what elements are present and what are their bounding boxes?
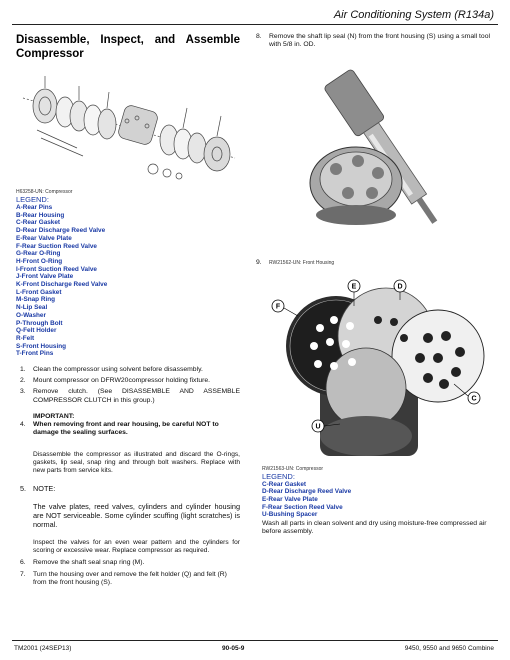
legend-item: C-Rear Gasket: [16, 219, 61, 227]
step-4: [16, 413, 240, 438]
figure-caption: RW21562-UN: Front Housing: [269, 260, 335, 267]
figure-caption: RW21563-UN: Compressor: [262, 465, 324, 472]
step-number: 8.: [256, 33, 262, 40]
front-housing-photo: [292, 57, 472, 255]
step-1: [16, 366, 240, 374]
figure-caption: H63258-UN: Compressor: [16, 189, 73, 195]
footer-rule: [12, 640, 498, 641]
important-text: When removing front and rear housing, be careful NOT to damage the sealing surfaces.: [33, 421, 219, 437]
legend-item: C-Rear Gasket: [262, 480, 307, 488]
legend-item: I-Front Suction Reed Valve: [16, 265, 97, 273]
callout-c: C: [471, 395, 477, 403]
step-text: Remove clutch. (See DISASSEMBLE AND ASSEMBLE COMPRESSOR CLUTCH in this group.): [33, 388, 240, 404]
wash-paragraph: Wash all parts in clean solvent and dry using moisture-free compressed air before assembly.: [262, 520, 487, 536]
step-number: 5.: [20, 484, 27, 494]
legend-item: L-Front Gasket: [16, 288, 62, 296]
legend-list: [16, 204, 240, 358]
legend-item: J-Front Valve Plate: [16, 273, 74, 281]
legend-title: LEGEND:: [262, 471, 295, 481]
legend-item: E-Rear Valve Plate: [262, 496, 318, 504]
note-label: NOTE:: [33, 484, 56, 494]
page-header-title: Air Conditioning System (R134a): [333, 9, 494, 21]
footer-manual-id: TM2001 (24SEP13): [14, 645, 72, 652]
compressor-plates-illustration: [268, 276, 488, 462]
legend-item: H-Front O-Ring: [16, 257, 63, 265]
legend-item: B-Rear Housing: [16, 211, 65, 219]
step-number: 7.: [20, 570, 26, 578]
step-text: Remove the shaft seal snap ring (M).: [33, 558, 145, 566]
legend-title: LEGEND:: [16, 195, 49, 204]
legend-list: [262, 481, 492, 520]
legend-item: M-Snap Ring: [16, 296, 56, 304]
legend-item: A-Rear Pins: [16, 204, 53, 211]
important-label: IMPORTANT:: [33, 412, 75, 420]
legend-item: R-Felt: [16, 334, 35, 342]
legend-item: U-Bushing Spacer: [262, 511, 318, 519]
legend-item: F-Rear Suction Reed Valve: [16, 242, 97, 250]
legend-item: D-Rear Discharge Reed Valve: [262, 488, 352, 496]
step-5: [16, 485, 240, 493]
legend-item: K-Front Discharge Reed Valve: [16, 281, 108, 289]
legend-item: O-Washer: [16, 311, 46, 319]
step-text: Turn the housing over and remove the felt holder (Q) and felt (R) from the front housing (S).: [33, 570, 227, 587]
callout-d: D: [397, 283, 403, 291]
exploded-compressor-illustration: [17, 66, 241, 186]
inspect-paragraph: Inspect the valves for an even wear pattern and the cylinders for scoring or excessive wear. Replace compressor as required.: [33, 538, 240, 554]
right-column: [252, 33, 492, 537]
step-2: [16, 377, 240, 385]
step-3: [16, 388, 240, 404]
note-text: The valve plates, reed valves, cylinders and cylinder housing are NOT serviceable. Some cylinder scuffing (light scratches) is normal.: [33, 501, 240, 529]
step-number: 1.: [20, 366, 26, 374]
step-number: 2.: [20, 377, 26, 385]
legend-item: D-Rear Discharge Reed Valve: [16, 227, 106, 235]
legend-item: T-Front Pins: [16, 350, 54, 358]
step-number: 6.: [20, 558, 26, 566]
step-9: [252, 259, 492, 267]
step-8: [252, 33, 492, 49]
legend-item: G-Rear O-Ring: [16, 250, 61, 258]
step-text: Clean the compressor using solvent before disassembly.: [33, 366, 203, 374]
step-text: Mount compressor on DFRW20compressor holding fixture.: [33, 377, 211, 385]
step-number: 9.: [256, 259, 262, 267]
legend-item: F-Rear Section Reed Valve: [262, 503, 343, 511]
compressor-plates-photo: [268, 276, 488, 462]
step-7: [16, 571, 240, 587]
compressor-exploded-figure: [16, 65, 240, 187]
callout-f: F: [275, 303, 281, 311]
legend-item: E-Rear Valve Plate: [16, 234, 72, 242]
callout-e: E: [351, 283, 357, 291]
section-title: Disassemble, Inspect, and Assemble Compressor: [16, 34, 240, 60]
step-number: 4.: [20, 420, 26, 428]
left-column: [16, 33, 240, 587]
legend-item: P-Through Bolt: [16, 319, 63, 327]
step-number: 3.: [20, 388, 26, 396]
callout-u: U: [315, 423, 321, 431]
disassemble-paragraph: Disassemble the compressor as illustrated and discard the O-rings, gaskets, lip seal, snap ring and through bolt washers. Replace with new parts from service kits.: [33, 451, 240, 475]
front-housing-illustration: [292, 57, 472, 255]
header-rule: [12, 24, 498, 25]
legend-item: Q-Felt Holder: [16, 327, 57, 335]
footer-model: 9450, 9550 and 9650 Combine: [404, 645, 494, 652]
footer-page-number: 90-05-9: [222, 645, 245, 652]
legend-item: N-Lip Seal: [16, 304, 48, 312]
step-6: [16, 559, 240, 567]
legend-item: S-Front Housing: [16, 342, 67, 350]
step-text: Remove the shaft lip seal (N) from the front housing (S) using a small tool with 5/8 in. OD.: [269, 33, 490, 49]
